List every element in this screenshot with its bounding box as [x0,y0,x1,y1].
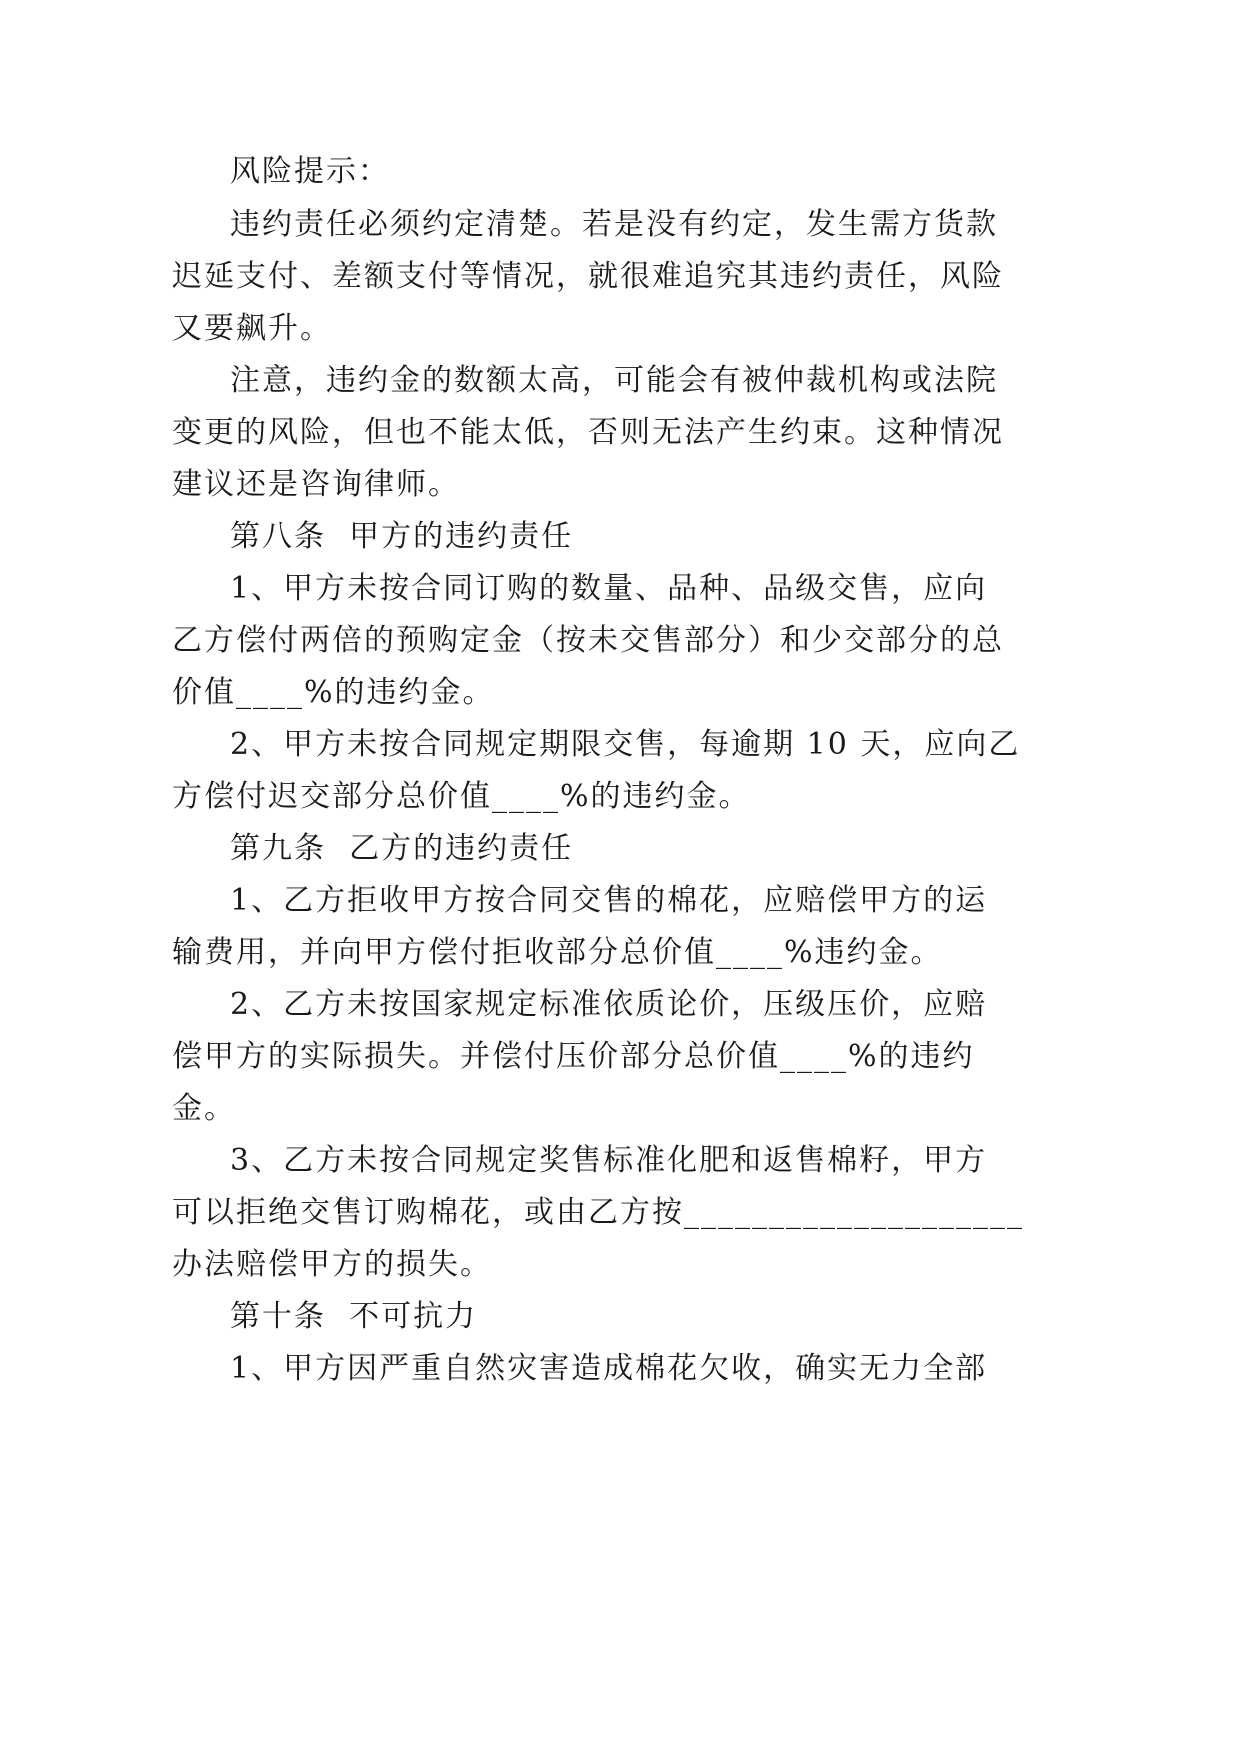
text-line: 建议还是咨询律师。 [172,467,460,502]
text-line: 注意，违约金的数额太高，可能会有被仲裁机构或法院 [230,363,998,398]
text-line: 方偿付迟交部分总价值____%的违约金。 [172,779,751,814]
text-line: 乙方偿付两倍的预购定金（按未交售部分）和少交部分的总 [172,623,1004,658]
text-line: 又要飙升。 [172,311,332,346]
text-line: 变更的风险，但也不能太低，否则无法产生约束。这种情况 [172,415,1004,450]
text-line: 1、乙方拒收甲方按合同交售的棉花，应赔偿甲方的运 [230,883,988,918]
text-line: 1、甲方未按合同订购的数量、品种、品级交售，应向 [230,571,988,606]
section-heading: 第八条 甲方的违约责任 [230,519,574,554]
section-heading: 第九条 乙方的违约责任 [230,831,574,866]
text-line: 违约责任必须约定清楚。若是没有约定，发生需方货款 [230,207,998,242]
text-line: 迟延支付、差额支付等情况，就很难追究其违约责任，风险 [172,259,1004,294]
text-line: 价值____%的违约金。 [172,675,495,710]
text-line: 金。 [172,1091,236,1126]
text-line: 可以拒绝交售订购棉花，或由乙方按____________________ [172,1195,1024,1230]
text-line: 风险提示： [230,154,390,189]
text-line: 2、乙方未按国家规定标准依质论价，压级压价，应赔 [230,987,988,1022]
text-line: 办法赔偿甲方的损失。 [172,1247,492,1282]
text-line: 1、甲方因严重自然灾害造成棉花欠收，确实无力全部 [230,1351,988,1386]
text-line: 3、乙方未按合同规定奖售标准化肥和返售棉籽，甲方 [230,1143,988,1178]
text-line: 偿甲方的实际损失。并偿付压价部分总价值____%的违约 [172,1039,975,1074]
text-line: 输费用，并向甲方偿付拒收部分总价值____%违约金。 [172,935,943,970]
section-heading: 第十条 不可抗力 [230,1299,478,1334]
text-line: 2、甲方未按合同规定期限交售，每逾期 10 天，应向乙 [230,727,1021,762]
